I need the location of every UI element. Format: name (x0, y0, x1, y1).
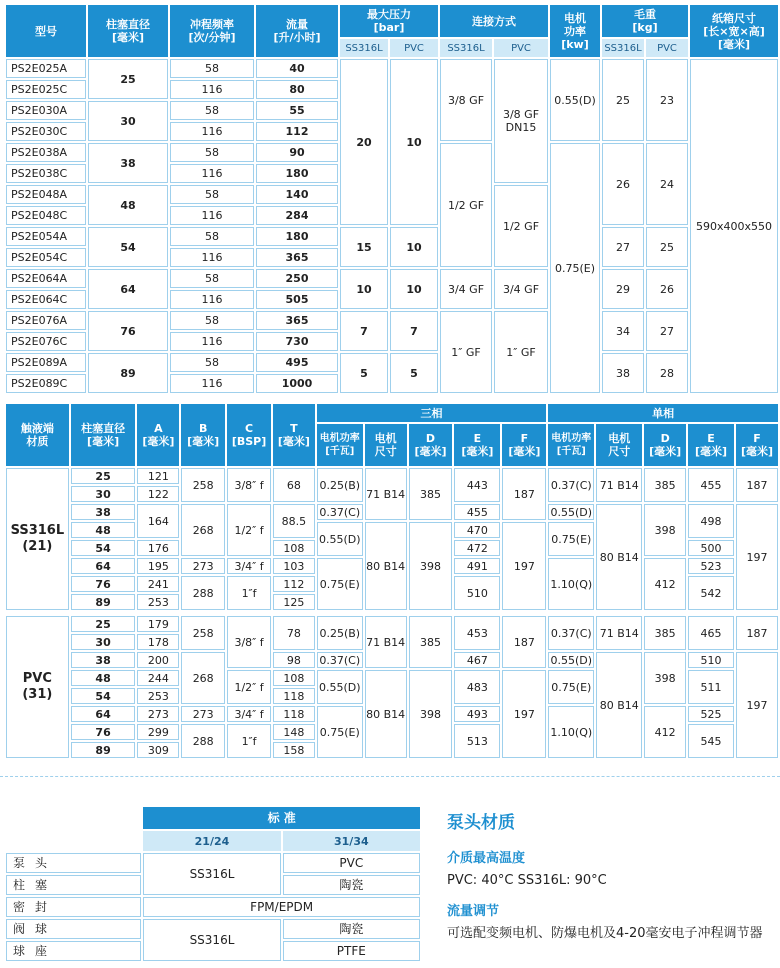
a-cell: 309 (137, 742, 179, 758)
sp-f-cell: 187 (736, 468, 778, 502)
header-single-phase: 单相 (548, 404, 778, 422)
section-divider (0, 776, 780, 777)
row-label-head: 泵头 (6, 853, 141, 873)
plunger-cell: 38 (71, 652, 136, 668)
stroke-cell: 58 (170, 227, 254, 246)
notes-title: 泵头材质 (447, 813, 515, 833)
flow-title: 流量调节 (447, 904, 500, 919)
row-label-ball-seat: 球座 (6, 941, 141, 961)
flow-cell: 112 (256, 122, 338, 141)
sp-power-cell: 0.37(C) (548, 468, 594, 502)
plunger-cell: 30 (88, 101, 168, 141)
conn-ss-cell: 3/4 GF (440, 269, 492, 309)
plunger-cell: 38 (71, 504, 136, 520)
b-cell: 288 (181, 724, 225, 758)
conn-pvc-cell: 3/4 GF (494, 269, 548, 309)
sub-weight-pvc: PVC (646, 39, 688, 57)
header-sp-e: E [毫米] (688, 424, 734, 466)
dimension-table (4, 402, 780, 760)
plunger-cell: 76 (88, 311, 168, 351)
weight-ss-cell: 29 (602, 269, 644, 309)
stroke-cell: 116 (170, 248, 254, 267)
t-cell: 98 (273, 652, 315, 668)
stroke-cell: 116 (170, 332, 254, 351)
header-sp-power: 电机功率 [千瓦] (548, 424, 594, 466)
t-cell: 78 (273, 616, 315, 650)
plunger-cell: 76 (71, 724, 136, 740)
header-tp-e: E [毫米] (454, 424, 500, 466)
model-cell: PS2E089A (6, 353, 86, 372)
flow-cell: 730 (256, 332, 338, 351)
plunger-cell: 25 (71, 616, 136, 632)
plunger-cell: 89 (71, 742, 136, 758)
c-cell: 3/8″ f (227, 616, 271, 668)
weight-pvc-cell: 24 (646, 143, 688, 225)
tp-e-cell: 513 (454, 724, 500, 758)
a-cell: 178 (137, 634, 179, 650)
pressure-pvc-cell: 10 (390, 269, 438, 309)
sp-f-cell: 197 (736, 504, 778, 610)
plunger-cell: 89 (71, 594, 136, 610)
plunger-cell: 30 (71, 486, 136, 502)
sp-size-cell: 80 B14 (596, 652, 642, 758)
plunger-cell: 64 (71, 706, 136, 722)
model-cell: PS2E030C (6, 122, 86, 141)
material-cell: FPM/EPDM (143, 897, 420, 917)
header-power: 电机 功率 [kw] (550, 5, 600, 57)
material-ss316l: SS316L (21) (6, 468, 69, 610)
t-cell: 118 (273, 706, 315, 722)
stroke-cell: 58 (170, 101, 254, 120)
weight-ss-cell: 27 (602, 227, 644, 267)
header-model: 型号 (6, 5, 86, 57)
material-cell: SS316L (143, 853, 280, 895)
pressure-ss-cell: 15 (340, 227, 388, 267)
a-cell: 121 (137, 468, 179, 484)
t-cell: 108 (273, 670, 315, 686)
c-cell: 1/2″ f (227, 670, 271, 704)
stroke-cell: 58 (170, 269, 254, 288)
a-cell: 253 (137, 688, 179, 704)
conn-pvc-cell: 1/2 GF (494, 185, 548, 267)
stroke-cell: 116 (170, 290, 254, 309)
weight-ss-cell: 26 (602, 143, 644, 225)
conn-pvc-cell: 3/8 GF DN15 (494, 59, 548, 183)
tp-power-cell: 0.55(D) (317, 670, 363, 704)
a-cell: 176 (137, 540, 179, 556)
tp-e-cell: 455 (454, 504, 500, 520)
pressure-ss-cell: 10 (340, 269, 388, 309)
tp-f-cell: 197 (502, 522, 546, 610)
sub-pressure-ss: SS316L (340, 39, 388, 57)
model-cell: PS2E089C (6, 374, 86, 393)
sp-power-cell: 1.10(Q) (548, 706, 594, 758)
tp-power-cell: 0.37(C) (317, 652, 363, 668)
weight-ss-cell: 34 (602, 311, 644, 351)
tp-d-cell: 398 (409, 670, 453, 758)
material-cell: 陶瓷 (283, 919, 420, 939)
a-cell: 164 (137, 504, 179, 538)
header-t: T [毫米] (273, 404, 315, 466)
model-cell: PS2E064A (6, 269, 86, 288)
header-weight: 毛重 [kg] (602, 5, 688, 37)
header-a: A [毫米] (137, 404, 179, 466)
materials-col-31: 31/34 (283, 831, 420, 851)
pressure-pvc-cell: 7 (390, 311, 438, 351)
pressure-pvc-cell: 10 (390, 227, 438, 267)
sp-e-cell: 542 (688, 576, 734, 610)
tp-d-cell: 385 (409, 468, 453, 520)
plunger-cell: 89 (88, 353, 168, 393)
sp-d-cell: 412 (644, 706, 686, 758)
tp-power-cell: 0.25(B) (317, 616, 363, 650)
sp-d-cell: 398 (644, 652, 686, 704)
sp-power-cell: 1.10(Q) (548, 558, 594, 610)
flow-text: 可选配变频电机、防爆电机及4-20毫安电子冲程调节器 (447, 926, 763, 941)
weight-pvc-cell: 26 (646, 269, 688, 309)
sp-power-cell: 0.37(C) (548, 616, 594, 650)
t-cell: 148 (273, 724, 315, 740)
c-cell: 3/8″ f (227, 468, 271, 502)
tp-e-cell: 467 (454, 652, 500, 668)
power-cell: 0.75(E) (550, 143, 600, 393)
c-cell: 1″f (227, 724, 271, 758)
plunger-cell: 54 (71, 688, 136, 704)
b-cell: 268 (181, 652, 225, 704)
flow-cell: 55 (256, 101, 338, 120)
header-tp-size: 电机 尺寸 (365, 424, 407, 466)
pressure-ss-cell: 7 (340, 311, 388, 351)
sp-e-cell: 523 (688, 558, 734, 574)
power-cell: 0.55(D) (550, 59, 600, 141)
flow-cell: 505 (256, 290, 338, 309)
flow-cell: 180 (256, 164, 338, 183)
tp-f-cell: 187 (502, 616, 546, 668)
tp-e-cell: 472 (454, 540, 500, 556)
sp-size-cell: 71 B14 (596, 616, 642, 650)
sp-power-cell: 0.55(D) (548, 652, 594, 668)
tp-e-cell: 493 (454, 706, 500, 722)
t-cell: 103 (273, 558, 315, 574)
material-cell: PTFE (283, 941, 420, 961)
plunger-cell: 54 (71, 540, 136, 556)
b-cell: 273 (181, 706, 225, 722)
header-three-phase: 三相 (317, 404, 547, 422)
plunger-cell: 64 (88, 269, 168, 309)
b-cell: 268 (181, 504, 225, 556)
model-cell: PS2E054C (6, 248, 86, 267)
pressure-pvc-cell: 5 (390, 353, 438, 393)
header-sp-f: F [毫米] (736, 424, 778, 466)
weight-pvc-cell: 25 (646, 227, 688, 267)
sub-conn-pvc: PVC (494, 39, 548, 57)
sp-f-cell: 197 (736, 652, 778, 758)
model-cell: PS2E025C (6, 80, 86, 99)
flow-cell: 90 (256, 143, 338, 162)
flow-cell: 495 (256, 353, 338, 372)
stroke-cell: 116 (170, 122, 254, 141)
c-cell: 3/4″ f (227, 706, 271, 722)
sub-pressure-pvc: PVC (390, 39, 438, 57)
box-cell: 590x400x550 (690, 59, 778, 393)
tp-e-cell: 453 (454, 616, 500, 650)
stroke-cell: 116 (170, 80, 254, 99)
tp-e-cell: 470 (454, 522, 500, 538)
a-cell: 299 (137, 724, 179, 740)
material-cell: PVC (283, 853, 420, 873)
flow-cell: 365 (256, 248, 338, 267)
tp-size-cell: 80 B14 (365, 670, 407, 758)
sp-d-cell: 385 (644, 468, 686, 502)
t-cell: 125 (273, 594, 315, 610)
sp-d-cell: 412 (644, 558, 686, 610)
pressure-ss-cell: 5 (340, 353, 388, 393)
b-cell: 258 (181, 616, 225, 650)
weight-pvc-cell: 28 (646, 353, 688, 393)
model-cell: PS2E076C (6, 332, 86, 351)
plunger-cell: 64 (71, 558, 136, 574)
stroke-cell: 116 (170, 206, 254, 225)
a-cell: 179 (137, 616, 179, 632)
tp-e-cell: 510 (454, 576, 500, 610)
stroke-cell: 58 (170, 311, 254, 330)
row-label-plunger: 柱塞 (6, 875, 141, 895)
header-plunger: 柱塞直径 [毫米] (71, 404, 136, 466)
tp-f-cell: 197 (502, 670, 546, 758)
flow-cell: 284 (256, 206, 338, 225)
tp-power-cell: 0.37(C) (317, 504, 363, 520)
spec-table (4, 3, 780, 395)
header-sp-d: D [毫米] (644, 424, 686, 466)
sp-e-cell: 498 (688, 504, 734, 538)
pressure-pvc-cell: 10 (390, 59, 438, 225)
sp-e-cell: 545 (688, 724, 734, 758)
sp-e-cell: 455 (688, 468, 734, 502)
sp-d-cell: 398 (644, 504, 686, 556)
header-sp-size: 电机 尺寸 (596, 424, 642, 466)
temp-text: PVC: 40°C SS316L: 90°C (447, 873, 607, 888)
row-label-valve-ball: 阀球 (6, 919, 141, 939)
sp-d-cell: 385 (644, 616, 686, 650)
sp-e-cell: 510 (688, 652, 734, 668)
sp-e-cell: 465 (688, 616, 734, 650)
t-cell: 88.5 (273, 504, 315, 538)
b-cell: 258 (181, 468, 225, 502)
header-stroke: 冲程频率 [次/分钟] (170, 5, 254, 57)
c-cell: 3/4″ f (227, 558, 271, 574)
plunger-cell: 54 (88, 227, 168, 267)
model-cell: PS2E025A (6, 59, 86, 78)
conn-ss-cell: 3/8 GF (440, 59, 492, 141)
flow-cell: 40 (256, 59, 338, 78)
plunger-cell: 38 (88, 143, 168, 183)
stroke-cell: 116 (170, 374, 254, 393)
b-cell: 288 (181, 576, 225, 610)
flow-cell: 180 (256, 227, 338, 246)
a-cell: 273 (137, 706, 179, 722)
materials-table (4, 805, 422, 963)
sp-e-cell: 525 (688, 706, 734, 722)
weight-pvc-cell: 23 (646, 59, 688, 141)
header-tp-d: D [毫米] (409, 424, 453, 466)
header-flow: 流量 [升/小时] (256, 5, 338, 57)
flow-cell: 80 (256, 80, 338, 99)
t-cell: 108 (273, 540, 315, 556)
plunger-cell: 25 (88, 59, 168, 99)
tp-e-cell: 443 (454, 468, 500, 502)
tp-power-cell: 0.75(E) (317, 558, 363, 610)
model-cell: PS2E030A (6, 101, 86, 120)
sp-f-cell: 187 (736, 616, 778, 650)
header-box: 纸箱尺寸 [长×宽×高] [毫米] (690, 5, 778, 57)
b-cell: 273 (181, 558, 225, 574)
tp-e-cell: 483 (454, 670, 500, 704)
flow-cell: 1000 (256, 374, 338, 393)
model-cell: PS2E048A (6, 185, 86, 204)
row-label-seal: 密封 (6, 897, 141, 917)
materials-col-21: 21/24 (143, 831, 280, 851)
tp-d-cell: 398 (409, 522, 453, 610)
sub-weight-ss: SS316L (602, 39, 644, 57)
header-tp-f: F [毫米] (502, 424, 546, 466)
header-tp-power: 电机功率 [千瓦] (317, 424, 363, 466)
t-cell: 68 (273, 468, 315, 502)
tp-d-cell: 385 (409, 616, 453, 668)
plunger-cell: 25 (71, 468, 136, 484)
material-cell: 陶瓷 (283, 875, 420, 895)
a-cell: 253 (137, 594, 179, 610)
weight-ss-cell: 38 (602, 353, 644, 393)
conn-ss-cell: 1/2 GF (440, 143, 492, 267)
a-cell: 241 (137, 576, 179, 592)
tp-power-cell: 0.55(D) (317, 522, 363, 556)
weight-ss-cell: 25 (602, 59, 644, 141)
a-cell: 122 (137, 486, 179, 502)
stroke-cell: 58 (170, 59, 254, 78)
model-cell: PS2E038C (6, 164, 86, 183)
a-cell: 200 (137, 652, 179, 668)
header-plunger: 柱塞直径 [毫米] (88, 5, 168, 57)
material-pvc: PVC (31) (6, 616, 69, 758)
model-cell: PS2E076A (6, 311, 86, 330)
sp-size-cell: 71 B14 (596, 468, 642, 502)
tp-size-cell: 71 B14 (365, 616, 407, 668)
sp-power-cell: 0.55(D) (548, 504, 594, 520)
plunger-cell: 48 (71, 670, 136, 686)
a-cell: 195 (137, 558, 179, 574)
plunger-cell: 48 (71, 522, 136, 538)
header-connection: 连接方式 (440, 5, 548, 37)
flow-cell: 250 (256, 269, 338, 288)
weight-pvc-cell: 27 (646, 311, 688, 351)
tp-power-cell: 0.75(E) (317, 706, 363, 758)
sub-conn-ss: SS316L (440, 39, 492, 57)
sp-power-cell: 0.75(E) (548, 522, 594, 556)
t-cell: 118 (273, 688, 315, 704)
conn-ss-cell: 1″ GF (440, 311, 492, 393)
model-cell: PS2E038A (6, 143, 86, 162)
model-cell: PS2E054A (6, 227, 86, 246)
sp-e-cell: 500 (688, 540, 734, 556)
conn-pvc-cell: 1″ GF (494, 311, 548, 393)
header-c: C [BSP] (227, 404, 271, 466)
c-cell: 1/2″ f (227, 504, 271, 556)
material-cell: SS316L (143, 919, 280, 961)
plunger-cell: 48 (88, 185, 168, 225)
sp-size-cell: 80 B14 (596, 504, 642, 610)
header-b: B [毫米] (181, 404, 225, 466)
t-cell: 112 (273, 576, 315, 592)
tp-size-cell: 80 B14 (365, 522, 407, 610)
tp-f-cell: 187 (502, 468, 546, 520)
stroke-cell: 58 (170, 353, 254, 372)
flow-cell: 140 (256, 185, 338, 204)
plunger-cell: 76 (71, 576, 136, 592)
plunger-cell: 30 (71, 634, 136, 650)
stroke-cell: 116 (170, 164, 254, 183)
stroke-cell: 58 (170, 185, 254, 204)
model-cell: PS2E064C (6, 290, 86, 309)
sp-power-cell: 0.75(E) (548, 670, 594, 704)
header-material: 触液端 材质 (6, 404, 69, 466)
tp-e-cell: 491 (454, 558, 500, 574)
materials-header: 标 准 (143, 807, 420, 829)
model-cell: PS2E048C (6, 206, 86, 225)
pressure-ss-cell: 20 (340, 59, 388, 225)
tp-size-cell: 71 B14 (365, 468, 407, 520)
stroke-cell: 58 (170, 143, 254, 162)
notes-panel (447, 808, 767, 953)
a-cell: 244 (137, 670, 179, 686)
temp-title: 介质最高温度 (447, 851, 526, 866)
flow-cell: 365 (256, 311, 338, 330)
header-pressure: 最大压力 [bar] (340, 5, 438, 37)
t-cell: 158 (273, 742, 315, 758)
c-cell: 1″f (227, 576, 271, 610)
sp-e-cell: 511 (688, 670, 734, 704)
tp-power-cell: 0.25(B) (317, 468, 363, 502)
